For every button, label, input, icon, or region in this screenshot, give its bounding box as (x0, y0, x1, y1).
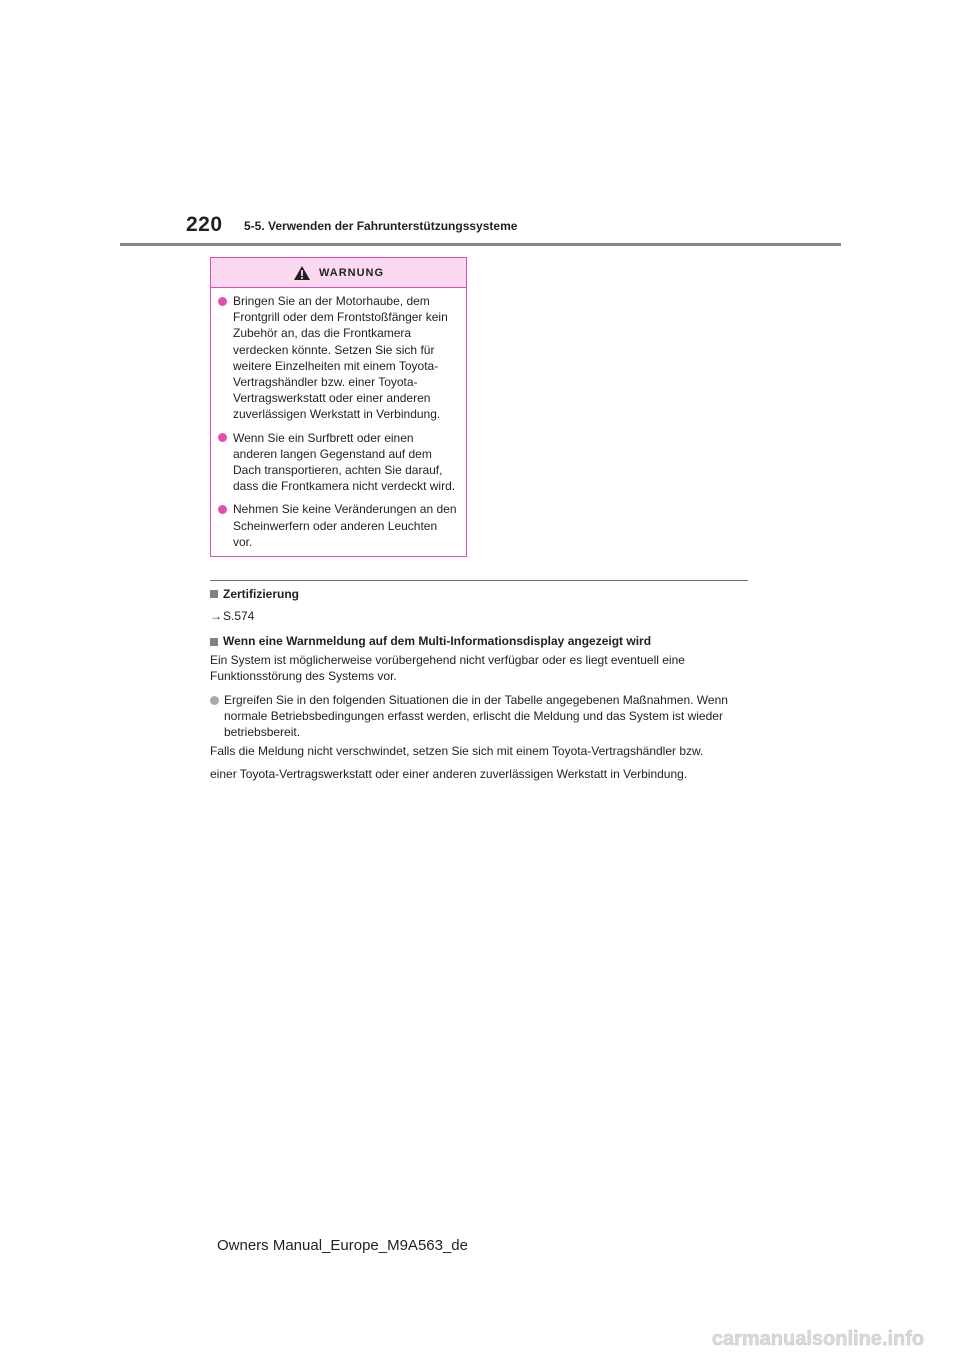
section-heading-text: Wenn eine Warnmeldung auf dem Multi-Informationsdisplay angezeigt wird (223, 634, 652, 649)
page-number: 220 (186, 213, 223, 236)
page-reference-text: S.574 (223, 609, 255, 624)
warning-item-text: Wenn Sie ein Surfbrett oder einen anderen langen Gegenstand auf dem Dach transportieren, achten Sie darauf, dass die Frontkamera nicht verdeckt wird. (233, 430, 456, 494)
paragraph: Ein System ist möglicherweise vorübergehend nicht verfügbar oder es liegt eventuell eine Funktionsstörung des Systems vor. (210, 652, 685, 683)
content-divider (210, 580, 748, 581)
section-heading-zertifizierung (210, 586, 750, 602)
warning-box (210, 257, 467, 557)
warning-item-text: Nehmen Sie keine Veränderungen an den Scheinwerfern oder anderen Leuchten vor. (233, 502, 457, 549)
warning-title: WARNUNG (318, 266, 385, 279)
bullet-icon (210, 696, 219, 705)
warning-item-text: Bringen Sie an der Motorhaube, dem Frontgrill oder dem Frontstoßfänger kein Zubehör an, das die Frontkamera verdecken könnte. Setzen Sie sich für weitere Einzelheiten mit einem Toyota-Vertragshändler bzw. einer Toyota-Vertragswerkstatt oder einer anderen zuverlässigen Werkstatt in Verbindung. (233, 294, 448, 422)
footer-text: Owners Manual_Europe_M9A563_de (217, 1237, 468, 1254)
main-content (210, 584, 750, 782)
square-bullet-icon (210, 590, 218, 598)
bullet-icon (218, 297, 227, 306)
paragraph: einer Toyota-Vertragswerkstatt oder einer anderen zuverlässigen Werkstatt in Verbindung. (210, 766, 688, 781)
warning-body (211, 288, 466, 550)
svg-text:carmanualsonline.info: carmanualsonline.info (711, 1328, 925, 1350)
warning-triangle-icon (293, 265, 311, 281)
warning-item (218, 293, 458, 423)
header-divider (120, 243, 841, 246)
page-reference[interactable] (210, 608, 750, 624)
watermark-logo-icon (688, 1326, 948, 1352)
warning-item (218, 501, 458, 550)
section-heading-warnmeldung (210, 633, 750, 649)
warning-header (211, 258, 466, 288)
warning-item (218, 430, 458, 495)
bullet-icon (218, 433, 227, 442)
section-title: 5-5. Verwenden der Fahrunterstützungssysteme (244, 219, 518, 233)
bullet-icon (218, 505, 227, 514)
list-item (210, 692, 750, 741)
watermark-logo (688, 1326, 948, 1352)
section-heading-text: Zertifizierung (223, 587, 300, 601)
paragraph: Falls die Meldung nicht verschwindet, setzen Sie sich mit einem Toyota-Vertragshändler bzw. (210, 743, 704, 758)
arrow-right-icon: → (210, 609, 222, 624)
list-item-text: Ergreifen Sie in den folgenden Situationen die in der Tabelle angegebenen Maßnahmen. Wenn normale Betriebsbedingungen erfasst werden, erlischt die Meldung und das System ist wieder betriebsbereit. (224, 693, 728, 740)
square-bullet-icon (210, 638, 218, 646)
